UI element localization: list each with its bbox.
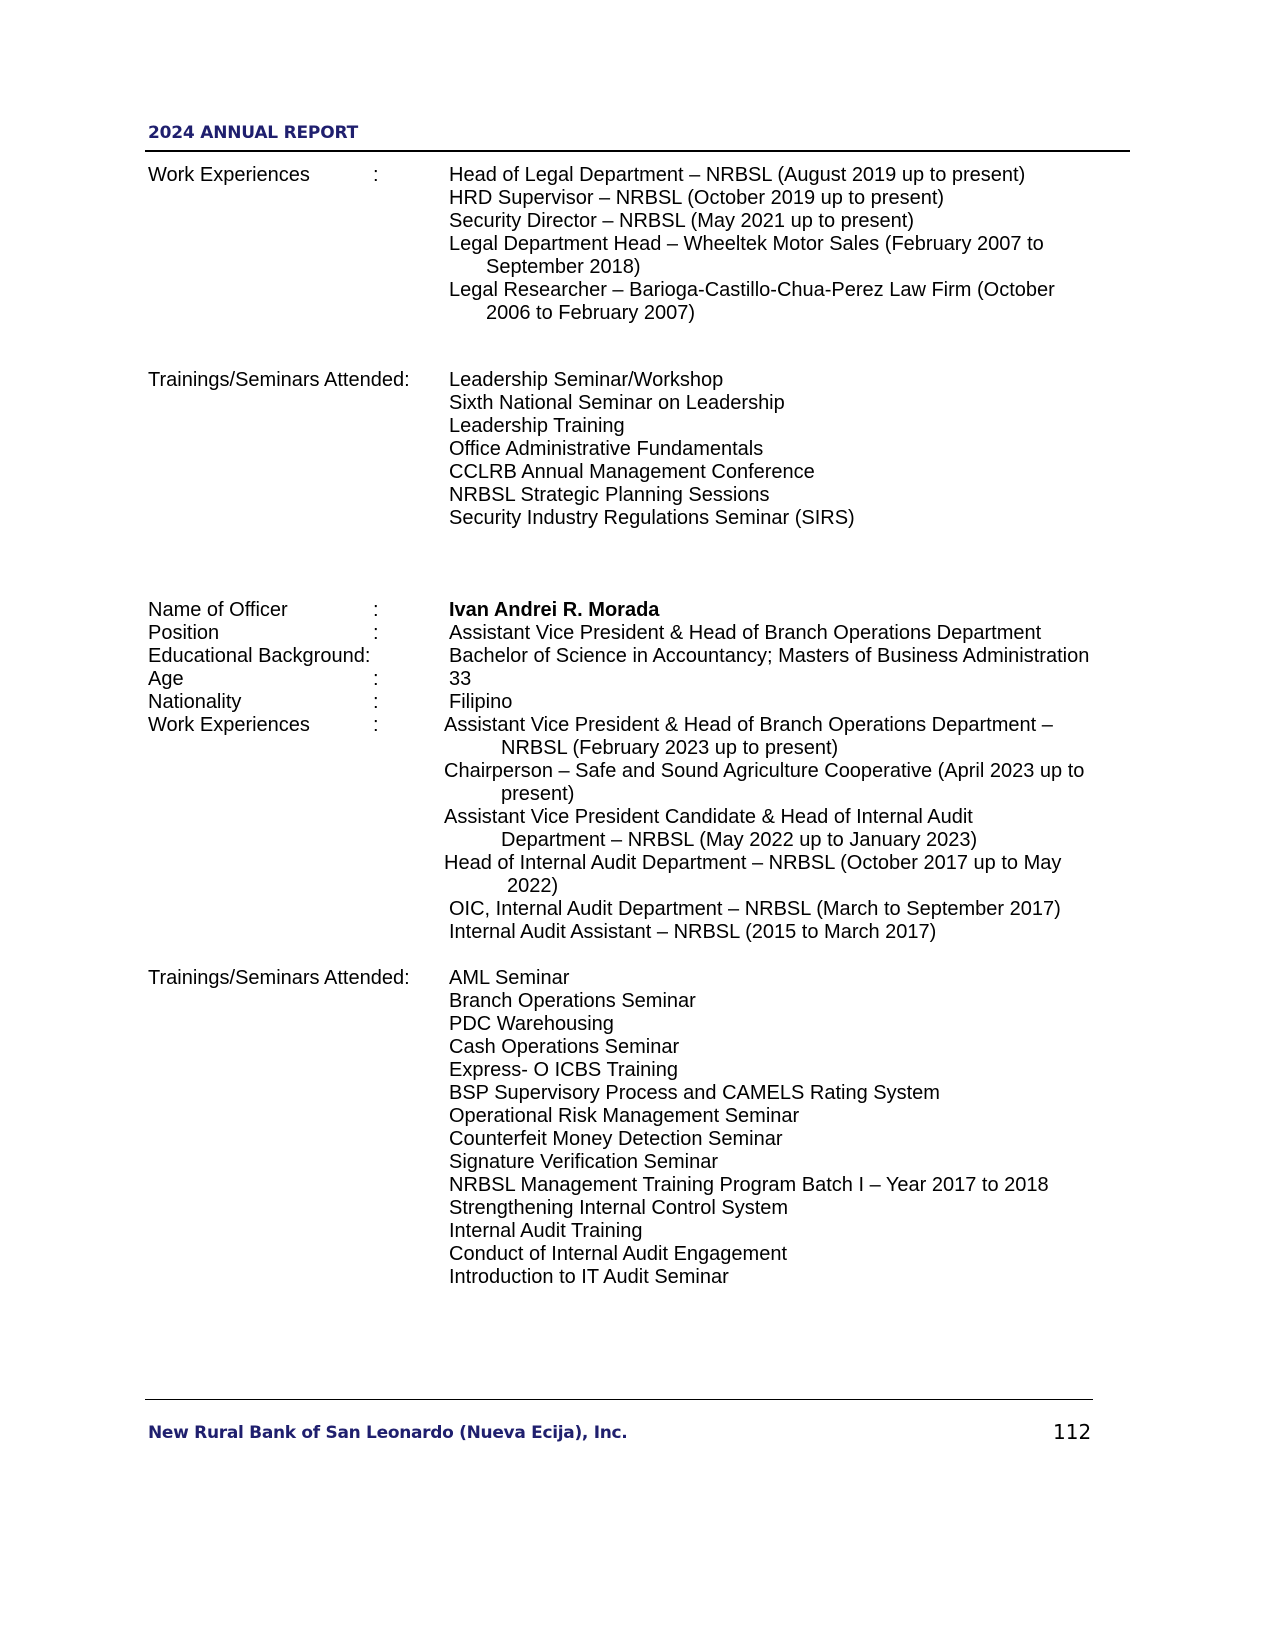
work-experience-item-cont: Department – NRBSL (May 2022 up to January 2023)	[501, 829, 978, 851]
training-item: BSP Supervisory Process and CAMELS Rating System	[449, 1082, 940, 1104]
training-item: Branch Operations Seminar	[449, 990, 696, 1012]
nationality-label: Nationality	[148, 691, 242, 713]
training-item: AML Seminar	[449, 967, 570, 989]
work-experience-item-cont: present)	[501, 783, 575, 805]
training-item: Signature Verification Seminar	[449, 1151, 719, 1173]
work-experiences-label: Work Experiences	[148, 164, 310, 186]
header-divider	[145, 150, 1130, 152]
training-item: Security Industry Regulations Seminar (SIRS)	[449, 507, 855, 529]
training-item: Express- O ICBS Training	[449, 1059, 678, 1081]
work-experience-item: Legal Researcher – Barioga-Castillo-Chua-Perez Law Firm (October	[449, 279, 1055, 301]
label-colon: :	[373, 599, 379, 621]
work-experience-item: Head of Legal Department – NRBSL (August 2019 up to present)	[449, 164, 1026, 186]
training-item: PDC Warehousing	[449, 1013, 614, 1035]
training-item: Counterfeit Money Detection Seminar	[449, 1128, 783, 1150]
trainings-label: Trainings/Seminars Attended:	[148, 369, 410, 391]
training-item: NRBSL Strategic Planning Sessions	[449, 484, 770, 506]
officer-position: Assistant Vice President & Head of Branch Operations Department	[449, 622, 1042, 644]
training-item: Internal Audit Training	[449, 1220, 643, 1242]
work-experience-item: Assistant Vice President & Head of Branch Operations Department –	[444, 714, 1053, 736]
training-item: Introduction to IT Audit Seminar	[449, 1266, 729, 1288]
training-item: Office Administrative Fundamentals	[449, 438, 764, 460]
age-label: Age	[148, 668, 184, 690]
label-colon: :	[373, 164, 379, 186]
label-colon: :	[373, 691, 379, 713]
work-experience-item-cont: NRBSL (February 2023 up to present)	[501, 737, 839, 759]
footer-bank-name: New Rural Bank of San Leonardo (Nueva Ecija), Inc.	[148, 1423, 628, 1443]
work-experience-item-cont: September 2018)	[486, 256, 641, 278]
report-header-title: 2024 ANNUAL REPORT	[148, 123, 358, 143]
training-item: Leadership Seminar/Workshop	[449, 369, 724, 391]
work-experience-item: HRD Supervisor – NRBSL (October 2019 up to present)	[449, 187, 945, 209]
trainings-label: Trainings/Seminars Attended:	[148, 967, 410, 989]
officer-name: Ivan Andrei R. Morada	[449, 599, 660, 621]
training-item: Conduct of Internal Audit Engagement	[449, 1243, 788, 1265]
name-of-officer-label: Name of Officer	[148, 599, 288, 621]
work-experience-item: Chairperson – Safe and Sound Agriculture Cooperative (April 2023 up to	[444, 760, 1085, 782]
work-experience-item: Security Director – NRBSL (May 2021 up to present)	[449, 210, 915, 232]
officer-education: Bachelor of Science in Accountancy; Masters of Business Administration	[449, 645, 1090, 667]
training-item: NRBSL Management Training Program Batch I – Year 2017 to 2018	[449, 1174, 1049, 1196]
work-experiences-label: Work Experiences	[148, 714, 310, 736]
work-experience-item: Legal Department Head – Wheeltek Motor Sales (February 2007 to	[449, 233, 1044, 255]
training-item: CCLRB Annual Management Conference	[449, 461, 815, 483]
work-experience-item: OIC, Internal Audit Department – NRBSL (March to September 2017)	[449, 898, 1061, 920]
training-item: Operational Risk Management Seminar	[449, 1105, 800, 1127]
officer-nationality: Filipino	[449, 691, 513, 713]
page-number: 112	[1053, 1420, 1092, 1444]
work-experience-item: Head of Internal Audit Department – NRBSL (October 2017 up to May	[444, 852, 1062, 874]
training-item: Strengthening Internal Control System	[449, 1197, 789, 1219]
training-item: Sixth National Seminar on Leadership	[449, 392, 785, 414]
training-item: Leadership Training	[449, 415, 625, 437]
position-label: Position	[148, 622, 220, 644]
work-experience-item: Assistant Vice President Candidate & Head of Internal Audit	[444, 806, 973, 828]
officer-age: 33	[449, 668, 472, 690]
work-experience-item-cont: 2006 to February 2007)	[486, 302, 696, 324]
label-colon: :	[373, 668, 379, 690]
training-item: Cash Operations Seminar	[449, 1036, 680, 1058]
educational-background-label: Educational Background:	[148, 645, 371, 667]
footer-divider	[145, 1399, 1093, 1400]
label-colon: :	[373, 714, 379, 736]
work-experience-item-cont: 2022)	[507, 875, 559, 897]
work-experience-item: Internal Audit Assistant – NRBSL (2015 to March 2017)	[449, 921, 937, 943]
label-colon: :	[373, 622, 379, 644]
